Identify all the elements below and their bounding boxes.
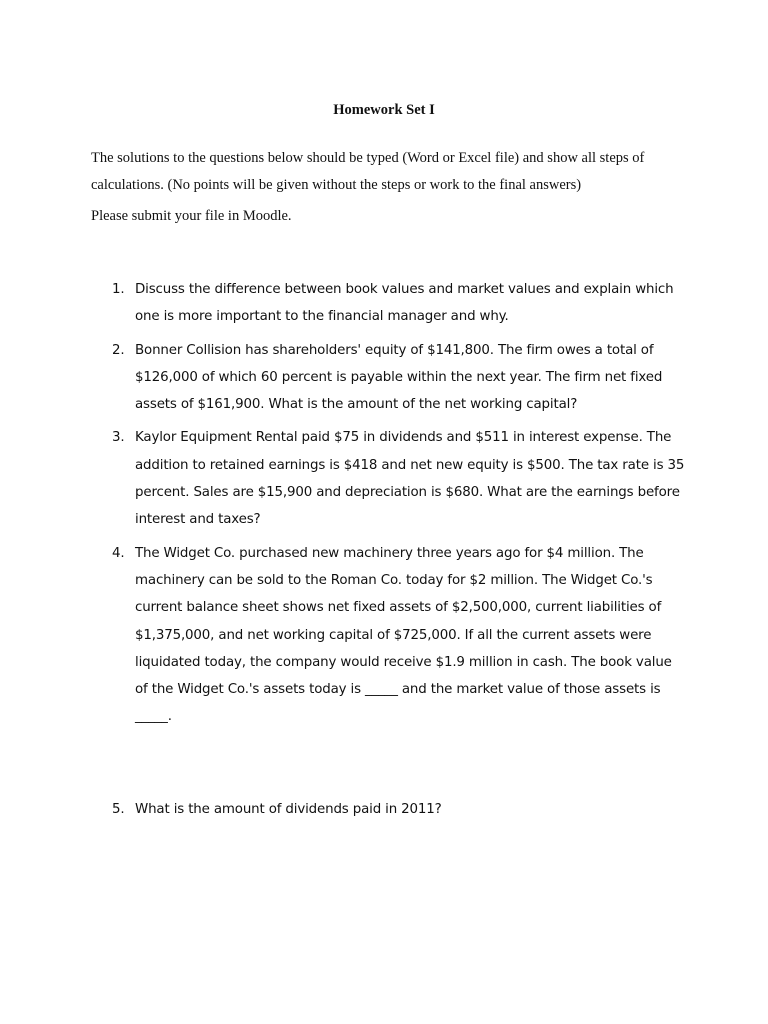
question-number: 3.	[112, 430, 125, 446]
question-text: Bonner Collision has shareholders' equity of $141,800. The firm owes a total of $126,000 of which 60 percent is payable within the next year. The firm net fixed assets of $161,900. What is the amount of the net working capital?	[135, 342, 663, 413]
question-text: What is the amount of dividends paid in 2011?	[135, 802, 442, 817]
question-item-2	[0, 337, 685, 419]
question-item-5	[0, 796, 768, 823]
question-number: 2.	[112, 342, 125, 358]
submission-note: Please submit your file in Moodle.	[91, 208, 292, 224]
question-list	[0, 276, 768, 737]
question-item-4	[0, 540, 685, 731]
question-item-3	[0, 424, 685, 533]
instructions-text: The solutions to the questions below should be typed (Word or Excel file) and show all steps of calculations. (No points will be given without the steps or work to the final answers)	[91, 150, 645, 193]
question-number: 4.	[112, 545, 125, 561]
question-text: Discuss the difference between book values and market values and explain which one is more important to the financial manager and why.	[135, 282, 674, 325]
instructions	[91, 145, 691, 230]
page-title: Homework Set I	[333, 102, 435, 118]
question-number: 1.	[112, 282, 125, 297]
question-text: The Widget Co. purchased new machinery three years ago for $4 million. The machinery can be sold to the Roman Co. today for $2 million. The Widget Co.'s current balance sheet shows net fixed assets of $2,500,000, current liabilities of $1,375,000, and net working capital of $725,000. If all the current assets were liquidated today, the company would receive $1.9 million in cash. The book value of the Widget Co.'s assets today is _____ and the market value of those assets is _____.	[135, 545, 672, 725]
question-item-1	[0, 276, 685, 331]
question-number: 5.	[112, 802, 125, 817]
question-text: Kaylor Equipment Rental paid $75 in dividends and $511 in interest expense. The addition to retained earnings is $418 and net new equity is $500. The tax rate is 35 percent. Sales are $15,900 and depreciation is $680. What are the earnings before interest and taxes?	[135, 430, 685, 528]
